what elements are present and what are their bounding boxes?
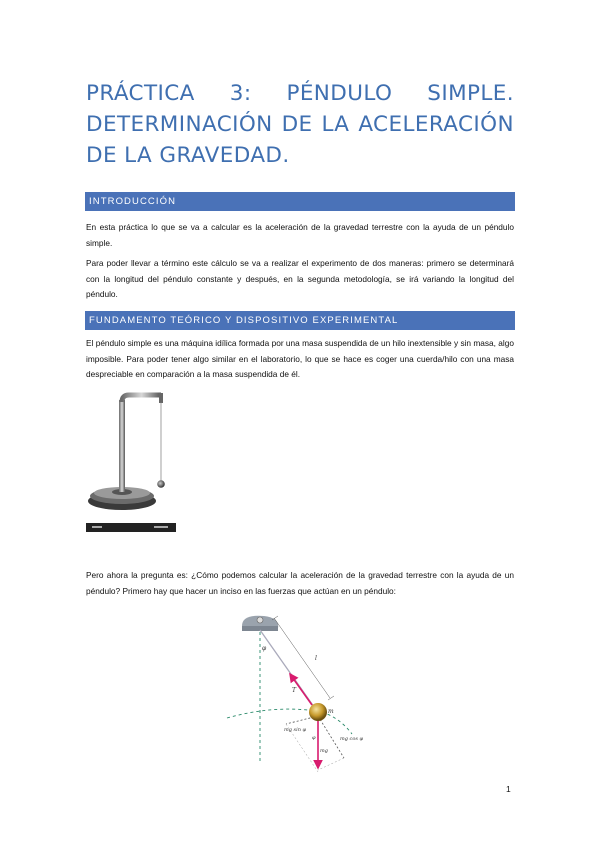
title-word: PRÁCTICA bbox=[86, 81, 195, 106]
label-length: l bbox=[315, 655, 317, 662]
title-word: DETERMINACIÓN bbox=[86, 112, 273, 137]
pendulum-forces-diagram bbox=[222, 612, 364, 772]
title-word: ACELERACIÓN bbox=[358, 112, 514, 137]
title-line-1 bbox=[86, 78, 514, 109]
theory-paragraph-1: El péndulo simple es una máquina idílica formada por una masa suspendida de un hilo inextensible y sin masa, algo imposible. Para poder tener algo similar en el laboratorio, lo que se hace es coger una cuerda/hilo con una masa despreciable en comparación a la masa suspendida de él. bbox=[86, 338, 514, 379]
title-word: 3: bbox=[229, 81, 252, 106]
label-mg-sin: mg sin φ bbox=[284, 727, 307, 733]
title-line-2 bbox=[86, 109, 514, 140]
intro-paragraph-2: Para poder llevar a término este cálculo se va a realizar el experimento de dos maneras: primero se determinará con la longitud del péndulo constante y después, en la segunda metodología, se irá variando la longitud del péndulo. bbox=[86, 258, 514, 299]
title-word: DE bbox=[281, 112, 313, 137]
title-word: LA bbox=[321, 112, 350, 137]
intro-paragraph-1: En esta práctica lo que se va a calcular es la aceleración de la gravedad terrestre con la ayuda de un péndulo simple. bbox=[86, 222, 514, 248]
title-word: SIMPLE. bbox=[427, 81, 514, 106]
section-heading-fundamento: FUNDAMENTO TEÓRICO Y DISPOSITIVO EXPERIMENTAL bbox=[85, 311, 515, 330]
pendulum-apparatus-photo bbox=[86, 392, 176, 532]
label-mass: m bbox=[328, 708, 334, 715]
title-line-3: DE LA GRAVEDAD. bbox=[86, 143, 290, 168]
label-mg-cos: mg cos φ bbox=[340, 736, 363, 742]
label-phi-bottom: φ bbox=[312, 735, 316, 741]
page-number: 1 bbox=[506, 784, 511, 794]
section-heading-introduccion: INTRODUCCIÓN bbox=[85, 192, 515, 211]
label-weight: mg bbox=[320, 748, 328, 754]
title-word: PÉNDULO bbox=[286, 81, 393, 106]
label-tension: T bbox=[292, 687, 297, 694]
label-phi-top: φ bbox=[262, 645, 267, 652]
theory-paragraph-2: Pero ahora la pregunta es: ¿Cómo podemos calcular la aceleración de la gravedad terrestre con la ayuda de un péndulo? Primero hay que hacer un inciso en las fuerzas que actúan en un péndulo: bbox=[86, 570, 514, 596]
document-title bbox=[86, 78, 514, 171]
